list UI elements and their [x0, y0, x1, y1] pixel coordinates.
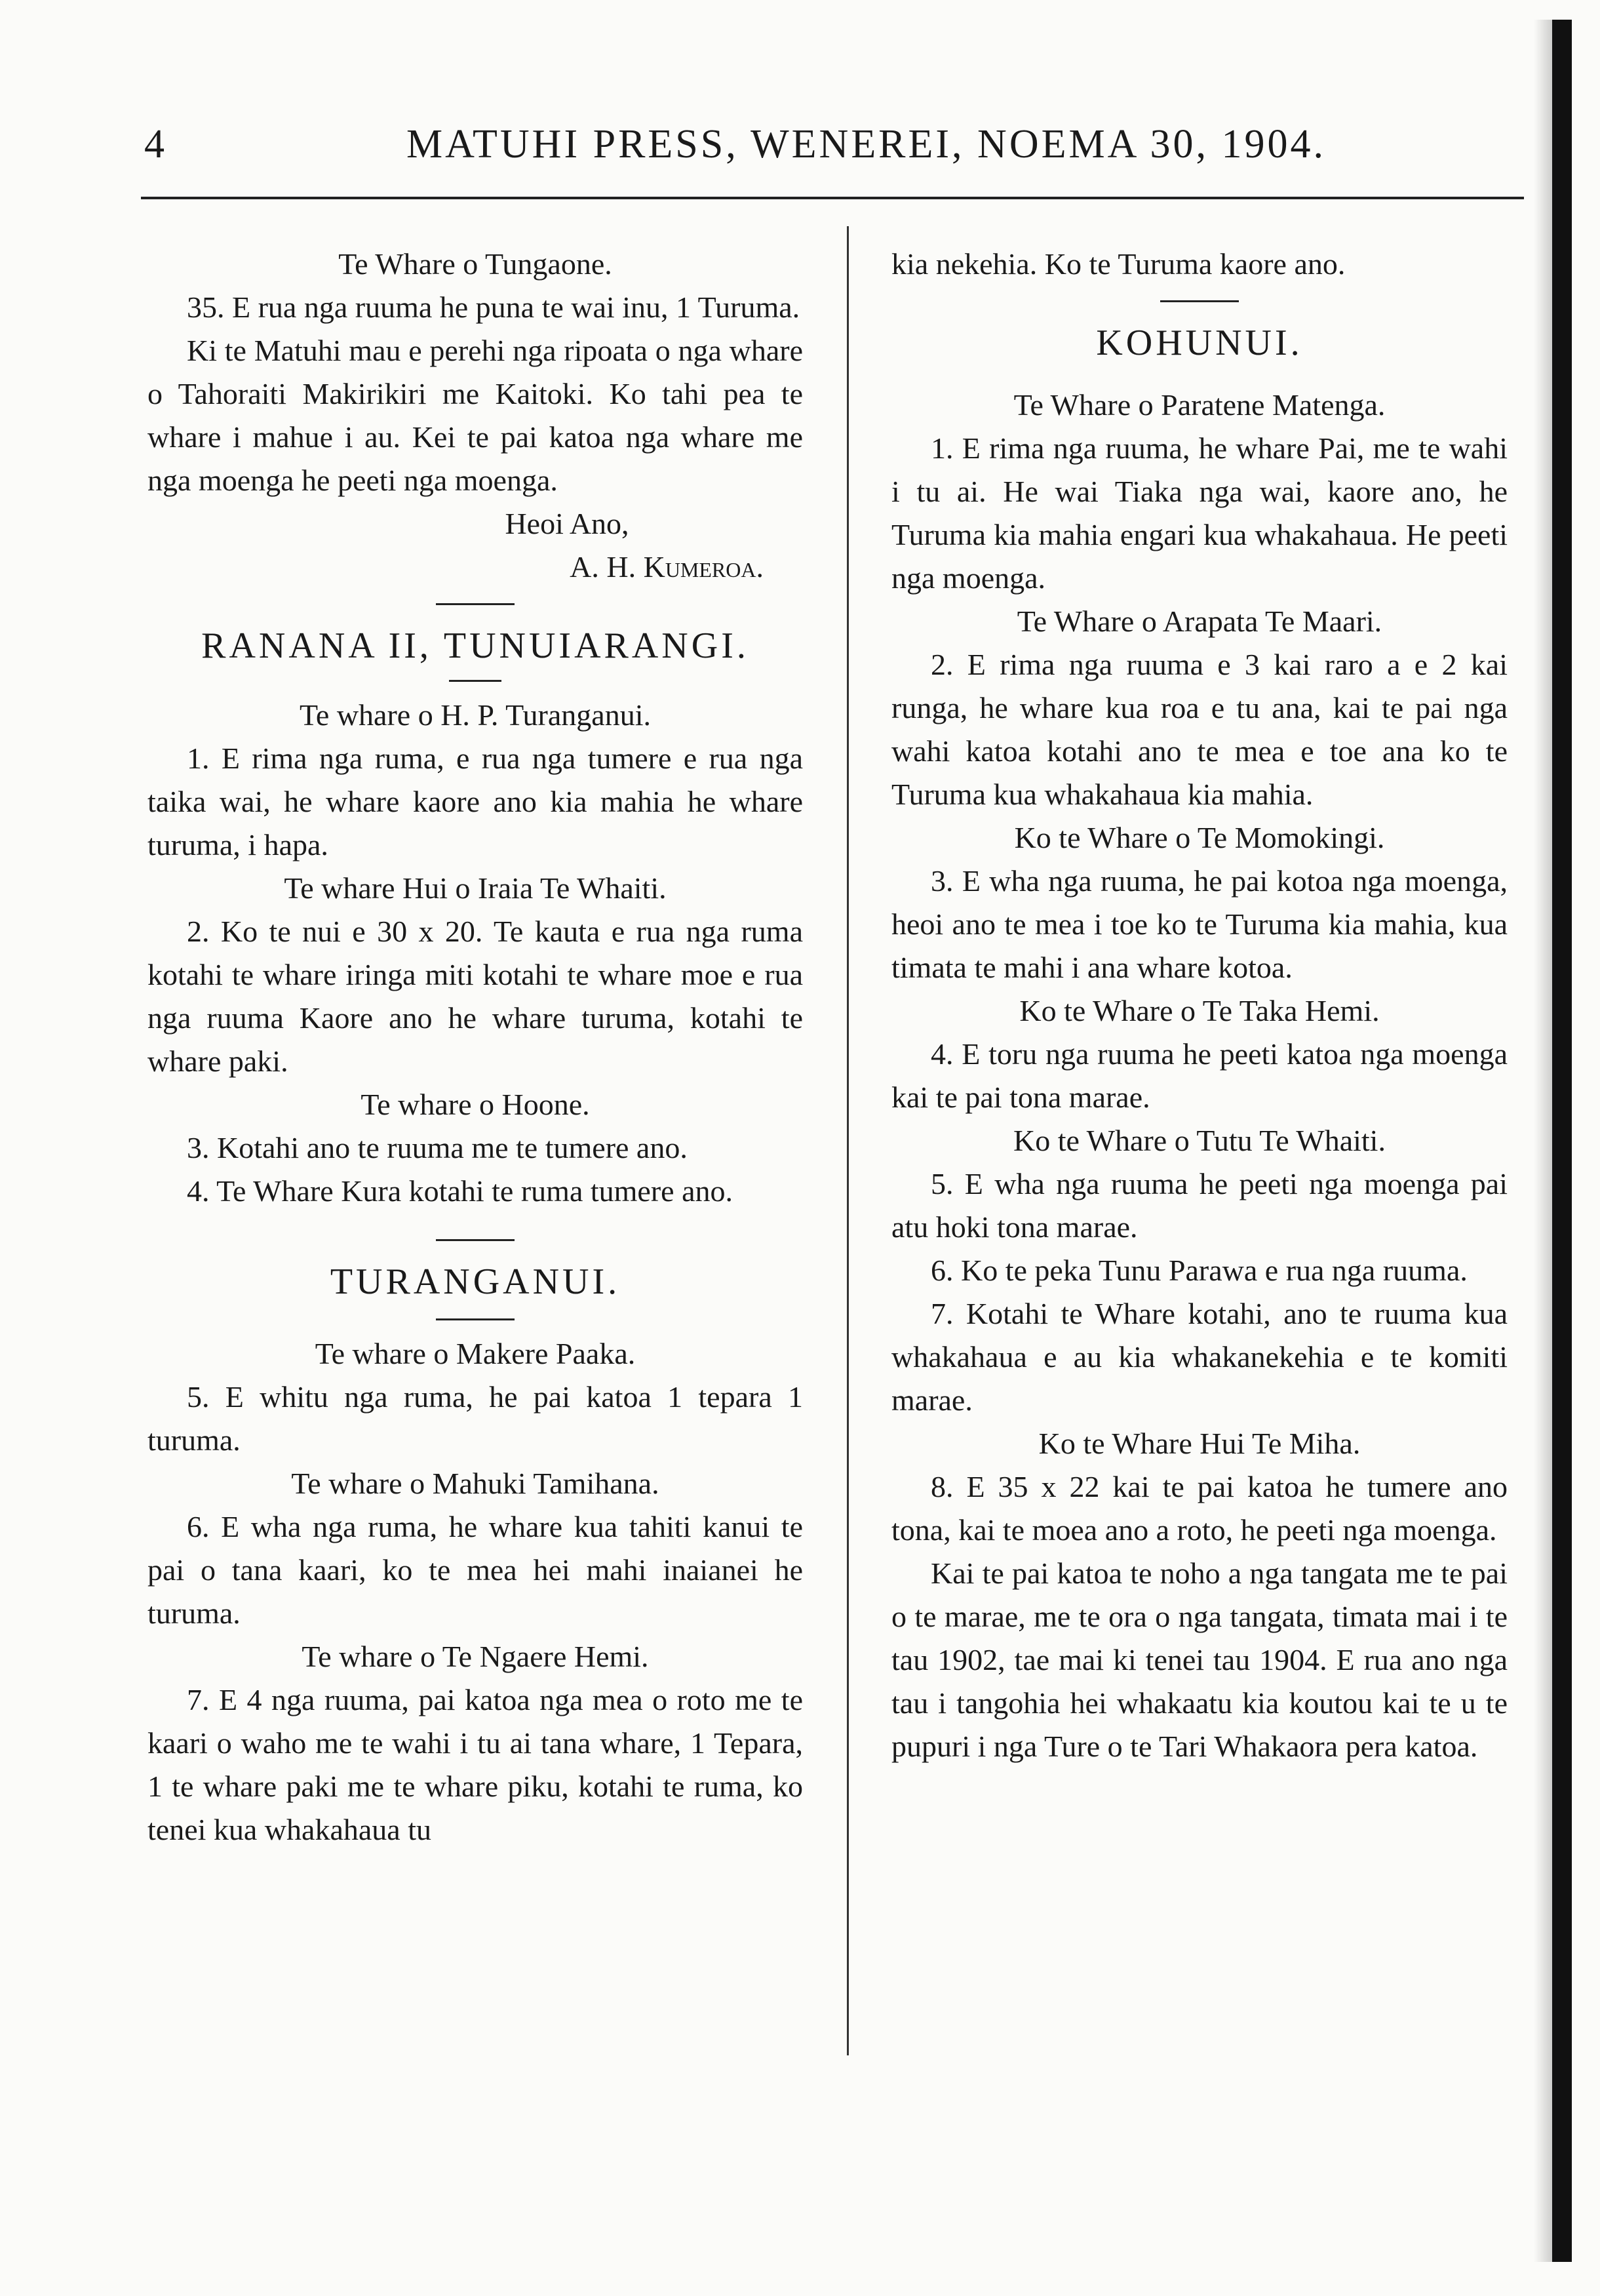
section-title: Te whare o Te Ngaere Hemi.: [302, 1640, 649, 1673]
section-title: Ko te Whare o Te Momokingi.: [1014, 821, 1385, 854]
column-divider: [847, 226, 849, 2055]
section-title: Te Whare o Arapata Te Maari.: [1017, 604, 1382, 638]
paragraph: 7. Kotahi te Whare kotahi, ano te ruuma kua whakahaua e au kia whakanekehia e te komiti marae.: [891, 1297, 1508, 1417]
paragraph: 3. E wha nga ruuma, he pai kotoa nga moenga, heoi ano te mea i toe ko te Turuma kia mahia, kua timata te mahi i ana whare kotoa.: [891, 864, 1508, 984]
paragraph: 2. E rima nga ruuma e 3 kai raro a e 2 kai runga, he whare kua roa e tu ana, kai te pai nga wahi katoa kotahi ano te mea e toe ana ko te Turuma kua whakahaua kia mahia.: [891, 648, 1508, 811]
paragraph: 6. Ko te peka Tunu Parawa e rua nga ruuma.: [931, 1254, 1468, 1287]
right-column: [891, 243, 1508, 1768]
paragraph: 8. E 35 x 22 kai te pai katoa he tumere ano tona, kai te moea ano a roto, he peeti nga moenga.: [891, 1470, 1508, 1547]
section-title: Ko te Whare o Te Taka Hemi.: [1019, 994, 1380, 1027]
section-title: Ko te Whare o Tutu Te Whaiti.: [1013, 1124, 1386, 1157]
page-number: 4: [144, 122, 167, 167]
left-column: [147, 243, 803, 1851]
paragraph: Kai te pai katoa te noho a nga tangata me te pai o te marae, me te ora o nga tangata, timata mai i te tau 1902, tae mai ki tenei tau 1904. E rua ano nga tau i tangohia hei whakaatu kia koutou kai te u te pupuri i nga Ture o te Tari Whakaora pera katoa.: [891, 1556, 1508, 1763]
paragraph: 7. E 4 nga ruuma, pai katoa nga mea o roto me te kaari o waho me te wahi i tu ai tana whare, 1 Tepara, 1 te whare paki me te whare piku, kotahi te ruma, ko tenei kua whakahaua tu: [147, 1683, 803, 1846]
section-title: Te Whare o Tungaone.: [338, 247, 612, 281]
paragraph: 6. E wha nga ruma, he whare kua tahiti kanui te pai o tana kaari, ko te mea hei mahi inaianei he turuma.: [147, 1510, 803, 1630]
page-header: [144, 121, 1326, 187]
section-heading-kohunui: KOHUNUI.: [1096, 323, 1303, 363]
paragraph: 2. Ko te nui e 30 x 20. Te kauta e rua nga ruma kotahi te whare iringa miti kotahi te whare moe e rua nga ruuma Kaore ano he whare turuma, kotahi te whare paki.: [147, 915, 803, 1078]
section-heading-ranana: RANANA II, TUNUIARANGI.: [201, 625, 749, 666]
section-title: Te whare Hui o Iraia Te Whaiti.: [284, 871, 667, 905]
masthead: MATUHI PRESS, WENEREI, NOEMA 30, 1904.: [406, 122, 1326, 167]
divider-rule: [436, 1318, 515, 1320]
section-title: Te whare o Makere Paaka.: [315, 1337, 636, 1370]
section-title: Te whare o H. P. Turanganui.: [300, 698, 651, 732]
signoff-name: A. H. Kumeroa.: [570, 550, 764, 584]
paragraph: 4. E toru nga ruuma he peeti katoa nga moenga kai te pai tona marae.: [891, 1037, 1508, 1114]
paragraph: 1. E rima nga ruuma, he whare Pai, me te wahi i tu ai. He wai Tiaka nga wai, kaore ano, he Turuma kia mahia engari kua whakahaua. He peeti nga moenga.: [891, 431, 1508, 595]
section-title: Ko te Whare Hui Te Miha.: [1038, 1427, 1361, 1460]
divider-rule: [449, 680, 501, 682]
paragraph: 1. E rima nga ruma, e rua nga tumere e rua nga taika wai, he whare kaore ano kia mahia he whare turuma, i hapa.: [147, 742, 803, 861]
paragraph: 4. Te Whare Kura kotahi te ruma tumere ano.: [187, 1174, 733, 1208]
paragraph: 35. E rua nga ruuma he puna te wai inu, 1 Turuma.: [187, 290, 800, 324]
paragraph: 3. Kotahi ano te ruuma me te tumere ano.: [187, 1131, 688, 1164]
paragraph: 5. E wha nga ruuma he peeti nga moenga pai atu hoki tona marae.: [891, 1167, 1508, 1244]
section-title: Te Whare o Paratene Matenga.: [1013, 388, 1386, 422]
section-title: Te whare o Mahuki Tamihana.: [291, 1467, 659, 1500]
section-heading-turanganui: TURANGANUI.: [330, 1261, 621, 1302]
paragraph-continuation: kia nekehia. Ko te Turuma kaore ano.: [891, 247, 1346, 281]
page-edge-shadow: [1534, 20, 1552, 2262]
page-edge-binding: [1552, 20, 1572, 2262]
divider-rule: [436, 603, 515, 605]
divider-rule: [436, 1239, 515, 1241]
paragraph: Ki te Matuhi mau e perehi nga ripoata o nga whare o Tahoraiti Makirikiri me Kaitoki. Ko tahi pea te whare i mahue i au. Kei te pai katoa nga whare me nga moenga he peeti nga moenga.: [147, 334, 803, 497]
signoff-heoi: Heoi Ano,: [505, 507, 629, 540]
header-rule: [141, 197, 1524, 199]
section-title: Te whare o Hoone.: [361, 1088, 590, 1121]
paragraph: 5. E whitu nga ruma, he pai katoa 1 tepara 1 turuma.: [147, 1380, 803, 1457]
divider-rule: [1160, 300, 1239, 302]
